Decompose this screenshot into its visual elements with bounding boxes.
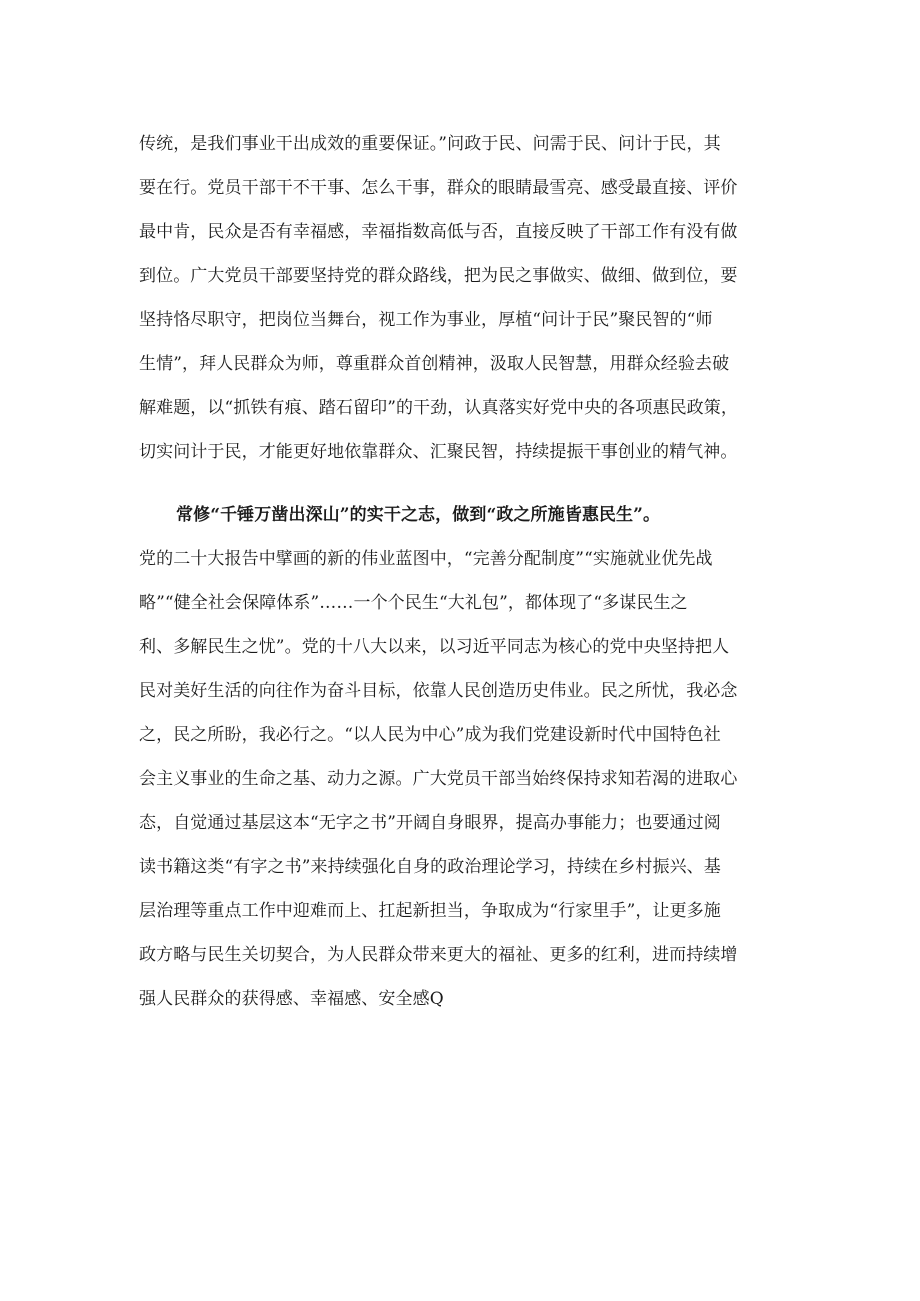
text-line: 到位。广大党员干部要坚持党的群众路线，把为民之事做实、做细、做到位，要 <box>139 266 738 286</box>
text-line: 略”“健全社会保障体系”……一个个民生“大礼包”，都体现了“多谋民生之 <box>139 593 688 613</box>
text-line: 态，自觉通过基层这本“无字之书”开阔自身眼界，提高办事能力；也要通过阅 <box>139 813 721 833</box>
text-line: 切实问计于民，才能更好地依靠群众、汇聚民智，持续提振干事创业的精气神。 <box>139 442 738 462</box>
text-line: 利、多解民生之忧”。党的十八大以来，以习近平同志为核心的党中央坚持把人 <box>139 637 730 657</box>
section-heading: 常修“千锤万凿出深山”的实干之志，做到“政之所施皆惠民生”。 <box>176 505 661 525</box>
text-line: 读书籍这类“有字之书”来持续强化自身的政治理论学习，持续在乡村振兴、基 <box>139 857 721 877</box>
text-line: 党的二十大报告中擘画的新的伟业蓝图中，“完善分配制度”“实施就业优先战 <box>139 549 713 569</box>
text-line: 坚持恪尽职守，把岗位当舞台，视工作为事业，厚植“问计于民”聚民智的“师 <box>139 310 713 330</box>
text-line: 最中肯，民众是否有幸福感，幸福指数高低与否，直接反映了干部工作有没有做 <box>139 222 738 242</box>
text-line: 层治理等重点工作中迎难而上、扛起新担当，争取成为“行家里手”，让更多施 <box>139 901 721 921</box>
text-line: 解难题，以“抓铁有痕、踏石留印”的干劲，认真落实好党中央的各项惠民政策， <box>139 398 738 418</box>
text-line: 民对美好生活的向往作为奋斗目标，依靠人民创造历史伟业。民之所忧，我必念 <box>139 681 738 701</box>
text-line: 强人民群众的获得感、幸福感、安全感Q <box>139 989 444 1009</box>
text-line: 会主义事业的生命之基、动力之源。广大党员干部当始终保持求知若渴的进取心 <box>139 769 738 789</box>
text-line: 传统，是我们事业干出成效的重要保证。”问政于民、问需于民、问计于民，其 <box>139 134 721 154</box>
text-line: 要在行。党员干部干不干事、怎么干事，群众的眼睛最雪亮、感受最直接、评价 <box>139 178 738 198</box>
text-line: 生情”，拜人民群众为师，尊重群众首创精神，汲取人民智慧，用群众经验去破 <box>139 354 730 374</box>
text-line: 之，民之所盼，我必行之。“以人民为中心”成为我们党建设新时代中国特色社 <box>139 725 721 745</box>
text-line: 政方略与民生关切契合，为人民群众带来更大的福祉、更多的红利，进而持续增 <box>139 945 738 965</box>
